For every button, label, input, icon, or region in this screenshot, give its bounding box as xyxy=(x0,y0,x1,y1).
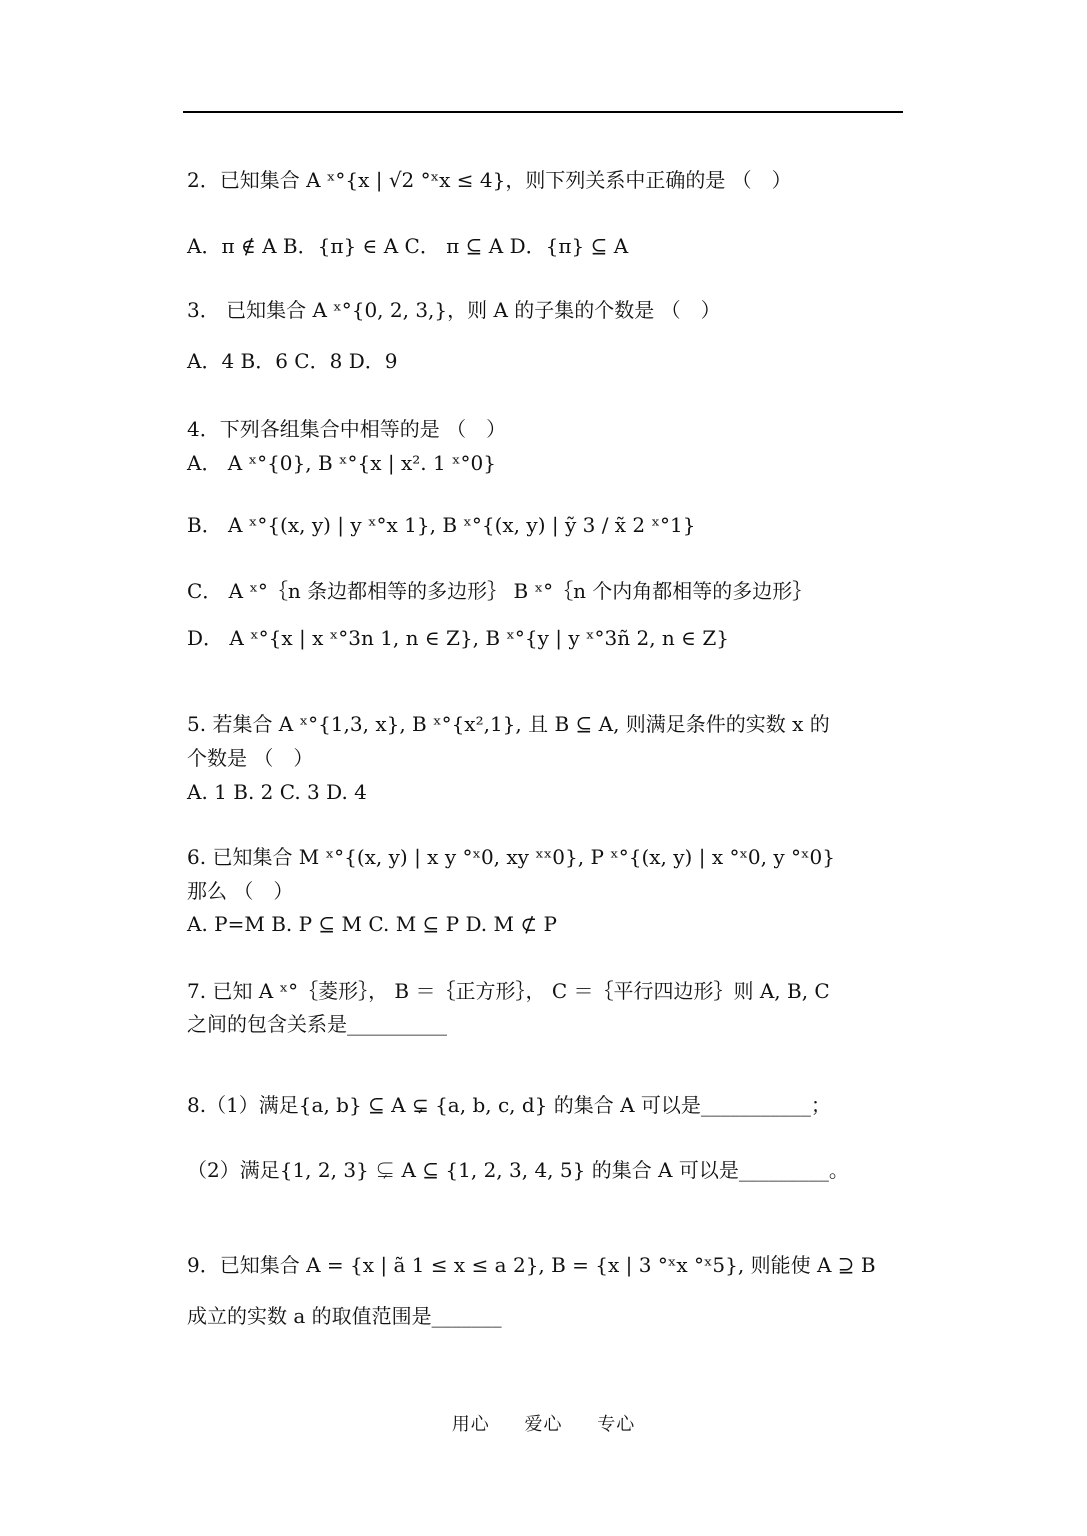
page-footer xyxy=(0,1410,1087,1436)
q6-options: A. P=M B. P ⊆ M C. M ⊆ P D. M ⊄ P xyxy=(187,912,557,936)
q8-part1: 8.（1）满足{a, b} ⊆ A ⊊ {a, b, c, d} 的集合 A 可以是___________； xyxy=(187,1093,831,1117)
q2-options: A．π ∉ A B．{π} ∈ A C． π ⊆ A D．{π} ⊆ A xyxy=(187,234,629,258)
q6-stem-cont: 那么 （ ） xyxy=(187,879,294,903)
q4-option-d: D． A ˣ°{x | x ˣ°3n 1, n ∈ Z}, B ˣ°{y | y ˣ°3ñ 2, n ∈ Z} xyxy=(187,626,729,650)
footer-word-3: 专心 xyxy=(597,1414,636,1435)
q6-stem: 6. 已知集合 M ˣ°{(x, y) | x y °ˣ0, xy ˣˣ0}, P ˣ°{(x, y) | x °ˣ0, y °ˣ0} xyxy=(187,845,835,869)
q9-stem: 9．已知集合 A = {x | ã 1 ≤ x ≤ a 2}, B = {x | 3 °ˣx °ˣ5}, 则能使 A ⊇ B xyxy=(187,1253,876,1277)
header-rule xyxy=(183,111,903,113)
q7-stem: 7. 已知 A ˣ°｛菱形｝， B ＝｛正方形｝， C ＝｛平行四边形｝则 A, B, C xyxy=(187,979,830,1003)
q5-stem: 5. 若集合 A ˣ°{1,3, x}, B ˣ°{x²,1}, 且 B ⊆ A, 则满足条件的实数 x 的 xyxy=(187,712,830,736)
q4-option-b: B． A ˣ°{(x, y) | y ˣ°x 1}, B ˣ°{(x, y) | ỹ 3 / x̃ 2 ˣ°1} xyxy=(187,513,696,537)
q7-stem-cont: 之间的包含关系是__________ xyxy=(187,1012,447,1036)
q3-stem: 3． 已知集合 A ˣ°{0, 2, 3,}，则 A 的子集的个数是 （ ） xyxy=(187,298,721,322)
q4-option-a: A． A ˣ°{0}, B ˣ°{x | x². 1 ˣ°0} xyxy=(187,451,496,475)
q3-options: A．4 B．6 C．8 D．9 xyxy=(187,349,398,373)
q4-stem: 4．下列各组集合中相等的是 （ ） xyxy=(187,417,507,441)
q2-stem: 2．已知集合 A ˣ°{x | √2 °ˣx ≤ 4}，则下列关系中正确的是 （ ） xyxy=(187,168,792,192)
footer-word-2: 爱心 xyxy=(524,1414,563,1435)
q9-stem-cont: 成立的实数 a 的取值范围是_______ xyxy=(187,1304,502,1328)
q5-options: A. 1 B. 2 C. 3 D. 4 xyxy=(187,780,367,804)
q8-part2: （2）满足{1, 2, 3} ⊊ A ⊆ {1, 2, 3, 4, 5} 的集合 A 可以是_________。 xyxy=(187,1158,849,1182)
q4-option-c: C． A ˣ°｛n 条边都相等的多边形｝ B ˣ°｛n 个内角都相等的多边形｝ xyxy=(187,579,813,603)
footer-word-1: 用心 xyxy=(451,1414,490,1435)
q5-stem-cont: 个数是 （ ） xyxy=(187,746,314,770)
